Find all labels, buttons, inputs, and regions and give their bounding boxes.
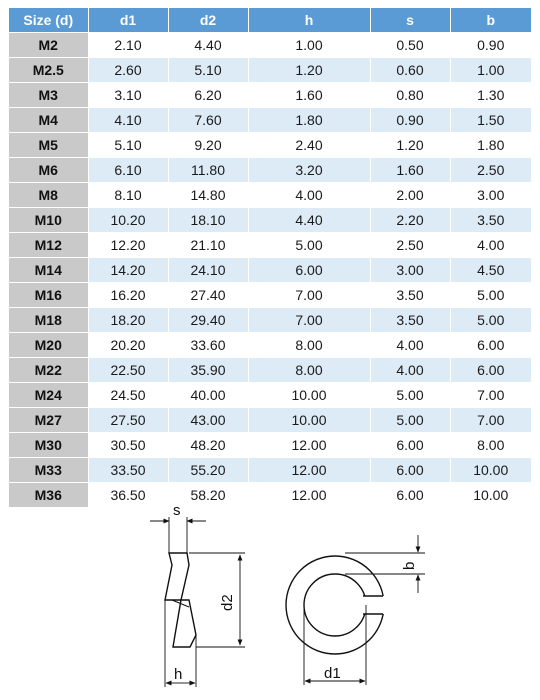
value-cell-s: 4.00 xyxy=(370,358,450,383)
value-cell-s: 1.20 xyxy=(370,133,450,158)
value-cell-d2: 27.40 xyxy=(168,283,248,308)
size-cell: M12 xyxy=(9,233,88,258)
size-cell: M16 xyxy=(9,283,88,308)
value-cell-b: 1.80 xyxy=(450,133,531,158)
value-cell-d2: 9.20 xyxy=(168,133,248,158)
value-cell-d2: 6.20 xyxy=(168,83,248,108)
value-cell-d2: 33.60 xyxy=(168,333,248,358)
value-cell-s: 3.50 xyxy=(370,283,450,308)
dimension-d2 xyxy=(189,553,245,647)
table-row xyxy=(9,158,531,183)
size-cell: M18 xyxy=(9,308,88,333)
table-row xyxy=(9,408,531,433)
value-cell-d2: 29.40 xyxy=(168,308,248,333)
value-cell-s: 5.00 xyxy=(370,408,450,433)
label-h: h xyxy=(174,666,183,683)
value-cell-b: 0.90 xyxy=(450,33,531,58)
value-cell-s: 5.00 xyxy=(370,383,450,408)
value-cell-s: 2.00 xyxy=(370,183,450,208)
value-cell-h: 7.00 xyxy=(248,308,370,333)
size-cell: M10 xyxy=(9,208,88,233)
header-size: Size (d) xyxy=(9,8,88,33)
size-cell: M36 xyxy=(9,483,88,508)
table-row xyxy=(9,208,531,233)
table-row xyxy=(9,133,531,158)
value-cell-d1: 33.50 xyxy=(88,458,168,483)
size-cell: M6 xyxy=(9,158,88,183)
value-cell-s: 6.00 xyxy=(370,483,450,508)
washer-side-view xyxy=(165,553,196,647)
value-cell-d2: 18.10 xyxy=(168,208,248,233)
value-cell-b: 8.00 xyxy=(450,433,531,458)
label-s: s xyxy=(173,502,181,519)
header-b: b xyxy=(450,8,531,33)
spring-washer-diagram xyxy=(0,495,540,700)
value-cell-b: 1.50 xyxy=(450,108,531,133)
value-cell-d2: 21.10 xyxy=(168,233,248,258)
value-cell-h: 8.00 xyxy=(248,333,370,358)
dimension-s xyxy=(150,517,206,553)
value-cell-d1: 4.10 xyxy=(88,108,168,133)
value-cell-d2: 58.20 xyxy=(168,483,248,508)
value-cell-h: 10.00 xyxy=(248,383,370,408)
value-cell-d1: 5.10 xyxy=(88,133,168,158)
value-cell-h: 12.00 xyxy=(248,458,370,483)
table-row xyxy=(9,283,531,308)
value-cell-d1: 36.50 xyxy=(88,483,168,508)
value-cell-b: 10.00 xyxy=(450,483,531,508)
value-cell-d2: 4.40 xyxy=(168,33,248,58)
value-cell-s: 1.60 xyxy=(370,158,450,183)
value-cell-s: 6.00 xyxy=(370,433,450,458)
value-cell-d2: 43.00 xyxy=(168,408,248,433)
value-cell-b: 1.00 xyxy=(450,58,531,83)
value-cell-d1: 24.50 xyxy=(88,383,168,408)
value-cell-b: 3.50 xyxy=(450,208,531,233)
value-cell-d2: 24.10 xyxy=(168,258,248,283)
table-row xyxy=(9,458,531,483)
value-cell-d1: 16.20 xyxy=(88,283,168,308)
header-s: s xyxy=(370,8,450,33)
value-cell-b: 7.00 xyxy=(450,408,531,433)
value-cell-h: 8.00 xyxy=(248,358,370,383)
value-cell-d1: 2.10 xyxy=(88,33,168,58)
value-cell-h: 4.40 xyxy=(248,208,370,233)
value-cell-h: 5.00 xyxy=(248,233,370,258)
value-cell-b: 2.50 xyxy=(450,158,531,183)
value-cell-s: 6.00 xyxy=(370,458,450,483)
value-cell-d1: 27.50 xyxy=(88,408,168,433)
value-cell-s: 0.90 xyxy=(370,108,450,133)
value-cell-d1: 6.10 xyxy=(88,158,168,183)
table-row xyxy=(9,258,531,283)
value-cell-h: 1.20 xyxy=(248,58,370,83)
table-row xyxy=(9,358,531,383)
value-cell-h: 3.20 xyxy=(248,158,370,183)
value-cell-s: 0.60 xyxy=(370,58,450,83)
value-cell-s: 2.20 xyxy=(370,208,450,233)
size-cell: M33 xyxy=(9,458,88,483)
value-cell-d1: 30.50 xyxy=(88,433,168,458)
value-cell-b: 4.50 xyxy=(450,258,531,283)
value-cell-h: 12.00 xyxy=(248,433,370,458)
value-cell-d2: 35.90 xyxy=(168,358,248,383)
size-cell: M14 xyxy=(9,258,88,283)
value-cell-b: 5.00 xyxy=(450,283,531,308)
value-cell-h: 1.80 xyxy=(248,108,370,133)
table-row xyxy=(9,333,531,358)
value-cell-h: 4.00 xyxy=(248,183,370,208)
size-cell: M2 xyxy=(9,33,88,58)
value-cell-d1: 2.60 xyxy=(88,58,168,83)
value-cell-d1: 3.10 xyxy=(88,83,168,108)
value-cell-b: 1.30 xyxy=(450,83,531,108)
size-cell: M5 xyxy=(9,133,88,158)
table-row xyxy=(9,433,531,458)
size-cell: M8 xyxy=(9,183,88,208)
value-cell-s: 4.00 xyxy=(370,333,450,358)
value-cell-d1: 20.20 xyxy=(88,333,168,358)
size-cell: M20 xyxy=(9,333,88,358)
table-row xyxy=(9,83,531,108)
value-cell-d1: 22.50 xyxy=(88,358,168,383)
value-cell-d1: 12.20 xyxy=(88,233,168,258)
value-cell-d2: 11.80 xyxy=(168,158,248,183)
table-header-row xyxy=(9,8,531,33)
size-cell: M30 xyxy=(9,433,88,458)
value-cell-b: 3.00 xyxy=(450,183,531,208)
size-cell: M4 xyxy=(9,108,88,133)
washer-dimensions-table xyxy=(9,8,531,507)
value-cell-b: 7.00 xyxy=(450,383,531,408)
table-row xyxy=(9,58,531,83)
size-cell: M24 xyxy=(9,383,88,408)
value-cell-s: 0.50 xyxy=(370,33,450,58)
table-row xyxy=(9,308,531,333)
header-d1: d1 xyxy=(88,8,168,33)
value-cell-h: 12.00 xyxy=(248,483,370,508)
value-cell-b: 4.00 xyxy=(450,233,531,258)
value-cell-h: 2.40 xyxy=(248,133,370,158)
value-cell-d1: 18.20 xyxy=(88,308,168,333)
value-cell-h: 1.60 xyxy=(248,83,370,108)
label-d1: d1 xyxy=(324,665,341,682)
value-cell-s: 2.50 xyxy=(370,233,450,258)
value-cell-d2: 7.60 xyxy=(168,108,248,133)
table-row xyxy=(9,383,531,408)
table-row xyxy=(9,183,531,208)
size-cell: M27 xyxy=(9,408,88,433)
table-body xyxy=(9,33,531,508)
washer-top-view xyxy=(286,556,386,654)
value-cell-s: 3.00 xyxy=(370,258,450,283)
value-cell-d2: 40.00 xyxy=(168,383,248,408)
value-cell-b: 5.00 xyxy=(450,308,531,333)
value-cell-s: 3.50 xyxy=(370,308,450,333)
size-cell: M22 xyxy=(9,358,88,383)
value-cell-d2: 14.80 xyxy=(168,183,248,208)
table-row xyxy=(9,108,531,133)
size-cell: M2.5 xyxy=(9,58,88,83)
header-d2: d2 xyxy=(168,8,248,33)
value-cell-h: 6.00 xyxy=(248,258,370,283)
label-d2: d2 xyxy=(219,594,236,611)
table-row xyxy=(9,33,531,58)
value-cell-d1: 10.20 xyxy=(88,208,168,233)
table-row xyxy=(9,233,531,258)
header-h: h xyxy=(248,8,370,33)
value-cell-b: 6.00 xyxy=(450,358,531,383)
value-cell-d2: 5.10 xyxy=(168,58,248,83)
value-cell-b: 10.00 xyxy=(450,458,531,483)
value-cell-s: 0.80 xyxy=(370,83,450,108)
value-cell-d2: 48.20 xyxy=(168,433,248,458)
value-cell-h: 7.00 xyxy=(248,283,370,308)
size-cell: M3 xyxy=(9,83,88,108)
value-cell-h: 10.00 xyxy=(248,408,370,433)
value-cell-b: 6.00 xyxy=(450,333,531,358)
label-b: b xyxy=(401,561,418,570)
value-cell-d1: 8.10 xyxy=(88,183,168,208)
value-cell-d1: 14.20 xyxy=(88,258,168,283)
value-cell-d2: 55.20 xyxy=(168,458,248,483)
value-cell-h: 1.00 xyxy=(248,33,370,58)
